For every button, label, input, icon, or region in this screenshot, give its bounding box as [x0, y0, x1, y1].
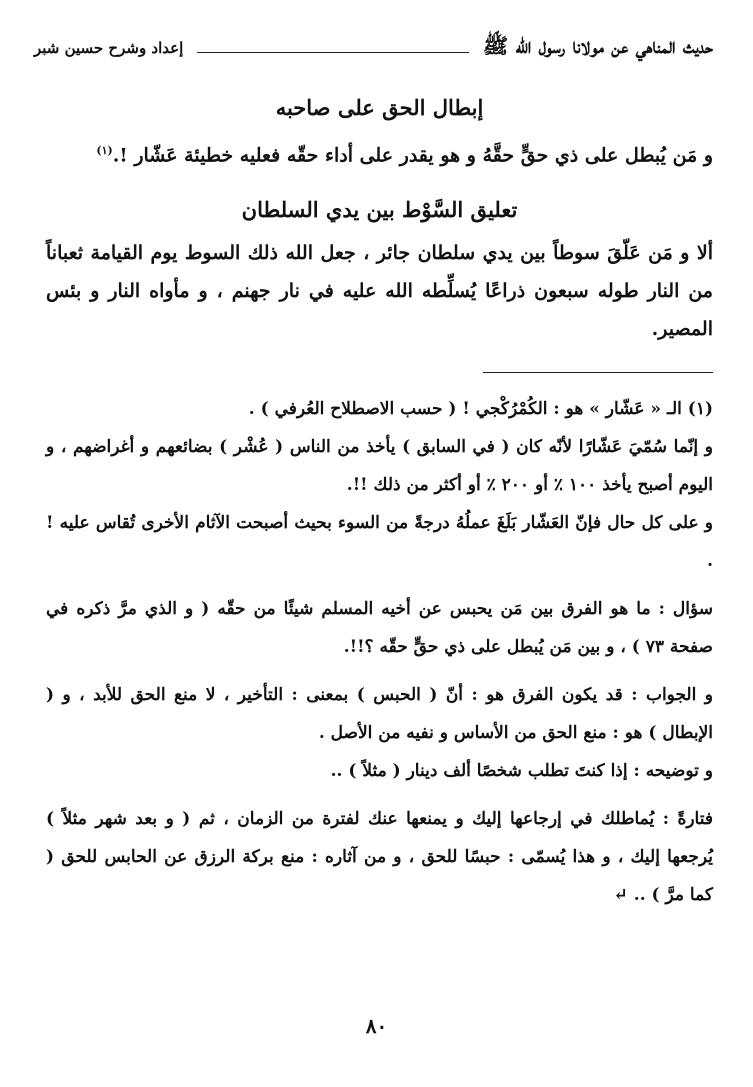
footnote-paragraph: و إنّما سُمّيَ عَشّارًا لأنّه كان ( في السابق ) يأخذ من الناس ( عُشْر ) بضائعهم و أغراضهم ، و اليوم أصبح يأخذ ١٠٠ ٪ أو ٢٠٠ ٪ أو أكثر من ذلك !!. [46, 437, 713, 495]
page-number: ٨٠ [365, 1014, 388, 1038]
footnote-divider [483, 372, 713, 373]
book-title: حديث المناهي عن مولانا رسول الله ﷺ [482, 32, 713, 58]
footnote-paragraph: و على كل حال فإنّ العَشّار بَلَغَ عملُهُ درجةً من السوء بحيث أصبحت الآثام الأخرى تُقاس عليه ! . [46, 513, 713, 571]
footnote-paragraph: و الجواب : قد يكون الفرق هو : أنّ ( الحبس ) بمعنى : التأخير ، لا منع الحق للأبد ، و ( الإبطال ) هو : منع الحق من الأساس و نفيه من الأصل . [46, 685, 713, 743]
footnote-paragraph: و توضيحه : إذا كنتَ تطلب شخصًا ألف دينار ( مثلاً ) .. [330, 761, 713, 781]
paragraph-text: و مَن يُبطل على ذي حقٍّ حقَّهُ و هو يقدر على أداء حقّه فعليه خطيئة عَشّار !. [112, 144, 713, 167]
main-text [46, 92, 713, 348]
page-header [34, 30, 713, 66]
section-heading: إبطال الحق على صاحبه [275, 95, 484, 120]
section-paragraph [46, 132, 713, 174]
section-heading: تعليق السَّوْط بين يدي السلطان [241, 197, 518, 223]
footnote-paragraph: (١) الـ « عَشّار » هو : الكُمْرُكْجي ! ( حسب الاصطلاح العُرفي ) . [248, 399, 713, 419]
footnote-marker[interactable]: (١) [96, 144, 113, 157]
section-paragraph: ألا و مَن عَلّقَ سوطاً بين يدي سلطان جائر ، جعل الله ذلك السوط يوم القيامة ثعباناً من النار طوله سبعون ذراعًا يُسلِّطه الله عليه في نار جهنم ، و مأواه النار و بئس المصير. [46, 242, 713, 341]
footnote-paragraph: فتارةً : يُماطلك في إرجاعها إليك و يمنعها عنك لفترة من الزمان ، ثم ( و بعد شهر مثلاً ) يُرجعها إليك ، و هذا يُسمّى : حبسًا للحق ، و من آثاره : منع بركة الرزق عن الحابس للحق ( كما مرَّ ) .. ↵ [46, 809, 713, 905]
footnotes [46, 390, 713, 914]
header-divider [197, 52, 469, 53]
author-credit: إعداد وشرح حسين شبر [34, 39, 184, 57]
footnote-paragraph: سؤال : ما هو الفرق بين مَن يحبس عن أخيه المسلم شيئًا من حقّه ( و الذي مرَّ ذكره في صفحة ٧٣ ) ، و بين مَن يُبطل على ذي حقٍّ حقّه ؟!!. [46, 599, 713, 657]
